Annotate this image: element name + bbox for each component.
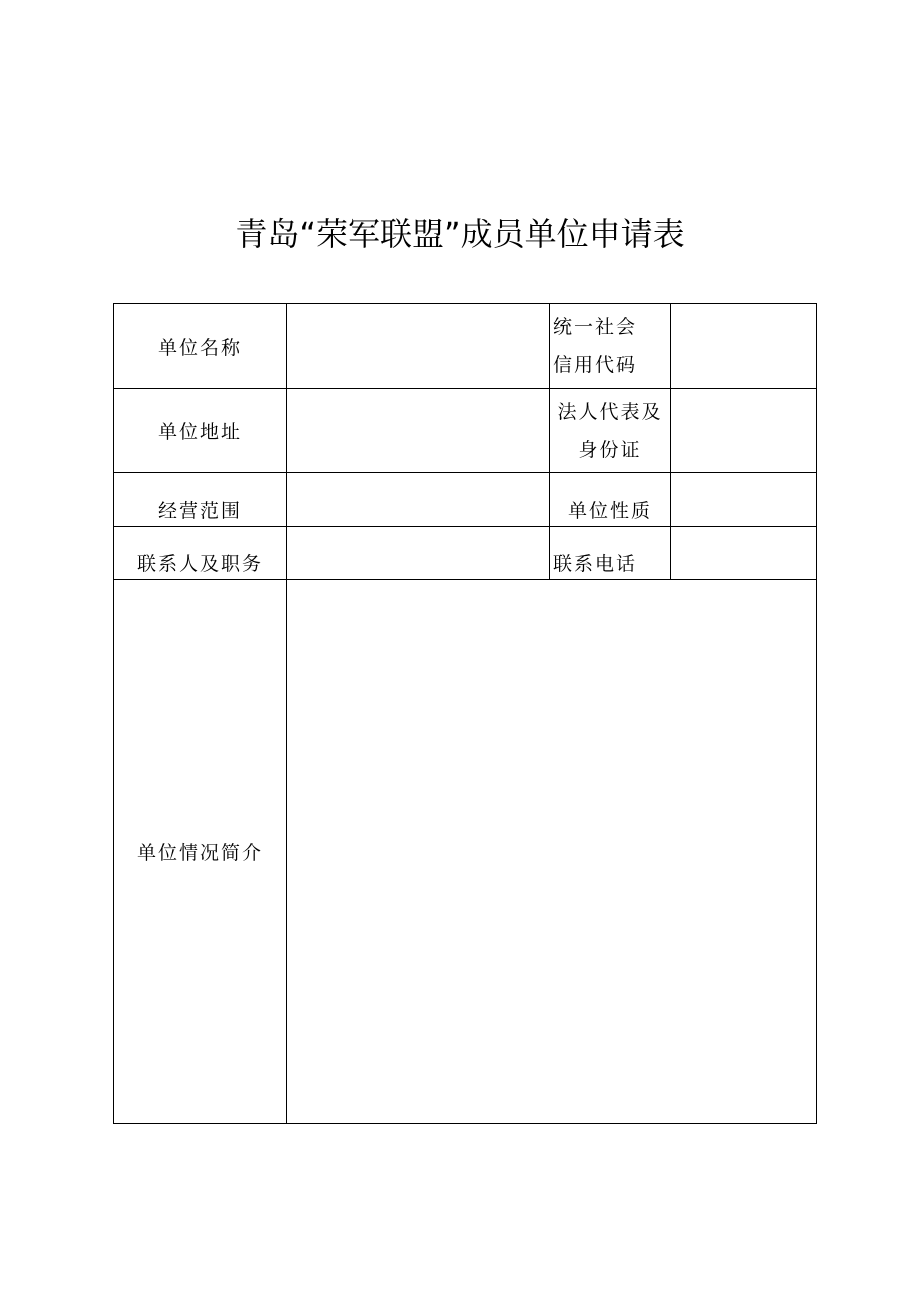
label-legal-rep-line2: 身份证 [578,438,642,461]
row-unit-name [114,304,817,389]
label-unit-name: 单位名称 [114,304,287,389]
label-legal-rep-line1: 法人代表及 [557,400,663,423]
label-unit-nature: 单位性质 [550,473,671,527]
unit-nature-field[interactable] [671,473,817,527]
unit-intro-field[interactable] [287,580,817,1124]
unit-name-field[interactable] [287,304,550,389]
credit-code-field[interactable] [671,304,817,389]
legal-rep-field[interactable] [671,389,817,473]
label-unit-address: 单位地址 [114,389,287,473]
label-business-scope: 经营范围 [114,473,287,527]
label-legal-rep [550,389,671,473]
page-title: 青岛“荣军联盟”成员单位申请表 [235,215,685,253]
label-credit-code [550,304,671,389]
label-contact-phone: 联系电话 [550,527,671,580]
label-credit-code-line1: 统一社会 [553,316,638,338]
row-business-scope [114,473,817,527]
unit-address-field[interactable] [287,389,550,473]
label-contact-person: 联系人及职务 [114,527,287,580]
label-credit-code-line2: 信用代码 [553,354,638,376]
row-intro [114,580,817,1124]
row-unit-address [114,389,817,473]
business-scope-field[interactable] [287,473,550,527]
label-unit-intro: 单位情况简介 [114,580,287,1124]
contact-phone-field[interactable] [671,527,817,580]
row-contact [114,527,817,580]
contact-person-field[interactable] [287,527,550,580]
application-form-table [113,303,817,1124]
